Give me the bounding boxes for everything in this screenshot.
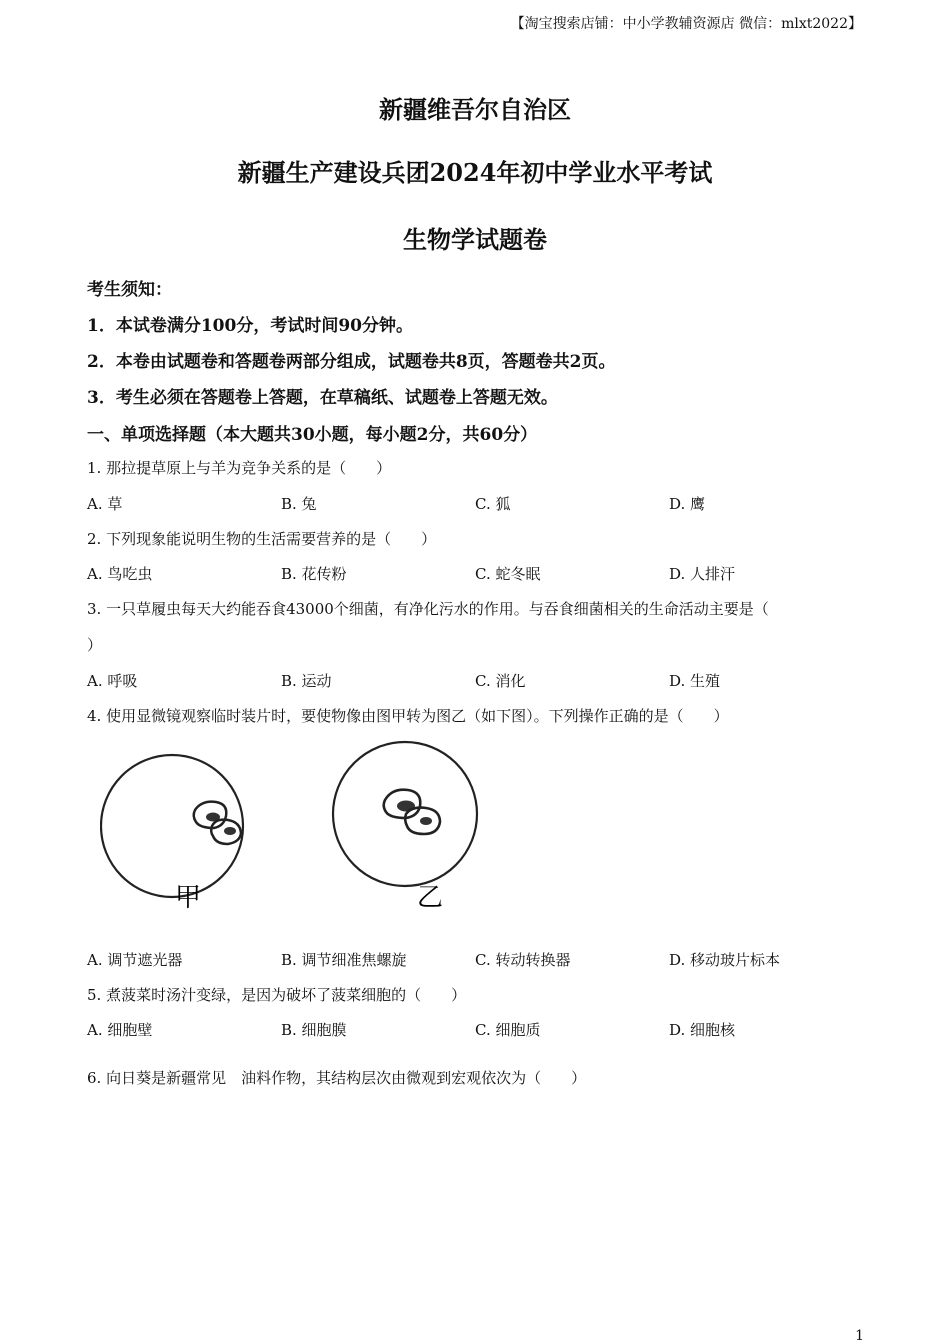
notice-item-2: 2．本卷由试题卷和答题卷两部分组成，试题卷共8页，答题卷共2页。 — [87, 352, 616, 372]
option-d: D. 生殖 — [669, 672, 721, 690]
question-stem: 6. 向日葵是新疆常见 油料作物，其结构层次由微观到宏观依次为（ ） — [87, 1069, 587, 1087]
option-c: C. 狐 — [475, 495, 511, 513]
option-a: A. 细胞壁 — [87, 1021, 153, 1039]
question-stem-continued: ） — [87, 636, 103, 654]
question-stem: 4. 使用显微镜观察临时装片时，要使物像由图甲转为图乙（如下图）。下列操作正确的是（ ） — [87, 707, 729, 725]
question-stem: 2. 下列现象能说明生物的生活需要营养的是（ ） — [87, 530, 437, 548]
label-yi: 乙 — [416, 883, 444, 913]
option-b: B. 细胞膜 — [281, 1021, 347, 1039]
option-b: B. 调节细准焦螺旋 — [281, 951, 407, 969]
option-d: D. 鹰 — [669, 495, 706, 513]
option-d: D. 移动玻片标本 — [669, 951, 781, 969]
title-exam: 新疆生产建设兵团2024年初中学业水平考试 — [237, 158, 713, 187]
header-note: 【淘宝搜索店铺：中小学教辅资源店 微信：mlxt2022】 — [510, 16, 862, 32]
nucleus-a2 — [224, 827, 236, 835]
notice-item-3: 3．考生必须在答题卷上答题，在草稿纸、试题卷上答题无效。 — [87, 388, 558, 408]
microscope-views-illustration — [100, 738, 500, 938]
page-number: 1 — [855, 1328, 864, 1344]
notice-item-1: 1．本试卷满分100分，考试时间90分钟。 — [87, 316, 413, 336]
notice-heading: 考生须知： — [87, 280, 172, 300]
option-c: C. 转动转换器 — [475, 951, 571, 969]
option-b: B. 兔 — [281, 495, 317, 513]
section-heading: 一、单项选择题（本大题共30小题，每小题2分，共60分） — [87, 425, 538, 445]
option-b: B. 花传粉 — [281, 565, 347, 583]
option-a: A. 鸟吃虫 — [87, 565, 153, 583]
field-of-view-a — [101, 755, 243, 897]
question-stem: 5. 煮菠菜时汤汁变绿，是因为破坏了菠菜细胞的（ ） — [87, 986, 467, 1004]
option-d: D. 细胞核 — [669, 1021, 736, 1039]
option-b: B. 运动 — [281, 672, 332, 690]
option-c: C. 蛇冬眠 — [475, 565, 541, 583]
option-c: C. 细胞质 — [475, 1021, 541, 1039]
nucleus-b2 — [420, 817, 432, 825]
option-a: A. 呼吸 — [87, 672, 138, 690]
option-a: A. 草 — [87, 495, 123, 513]
title-paper: 生物学试题卷 — [403, 225, 547, 254]
option-d: D. 人排汗 — [669, 565, 736, 583]
option-c: C. 消化 — [475, 672, 526, 690]
microscope-figure — [100, 738, 500, 938]
question-stem: 3. 一只草履虫每天大约能吞食43000个细菌，有净化污水的作用。与吞食细菌相关的生命活动主要是（ — [87, 600, 769, 618]
label-jia: 甲 — [174, 883, 202, 913]
title-region: 新疆维吾尔自治区 — [379, 95, 571, 124]
question-stem: 1. 那拉提草原上与羊为竞争关系的是（ ） — [87, 459, 392, 477]
option-a: A. 调节遮光器 — [87, 951, 183, 969]
